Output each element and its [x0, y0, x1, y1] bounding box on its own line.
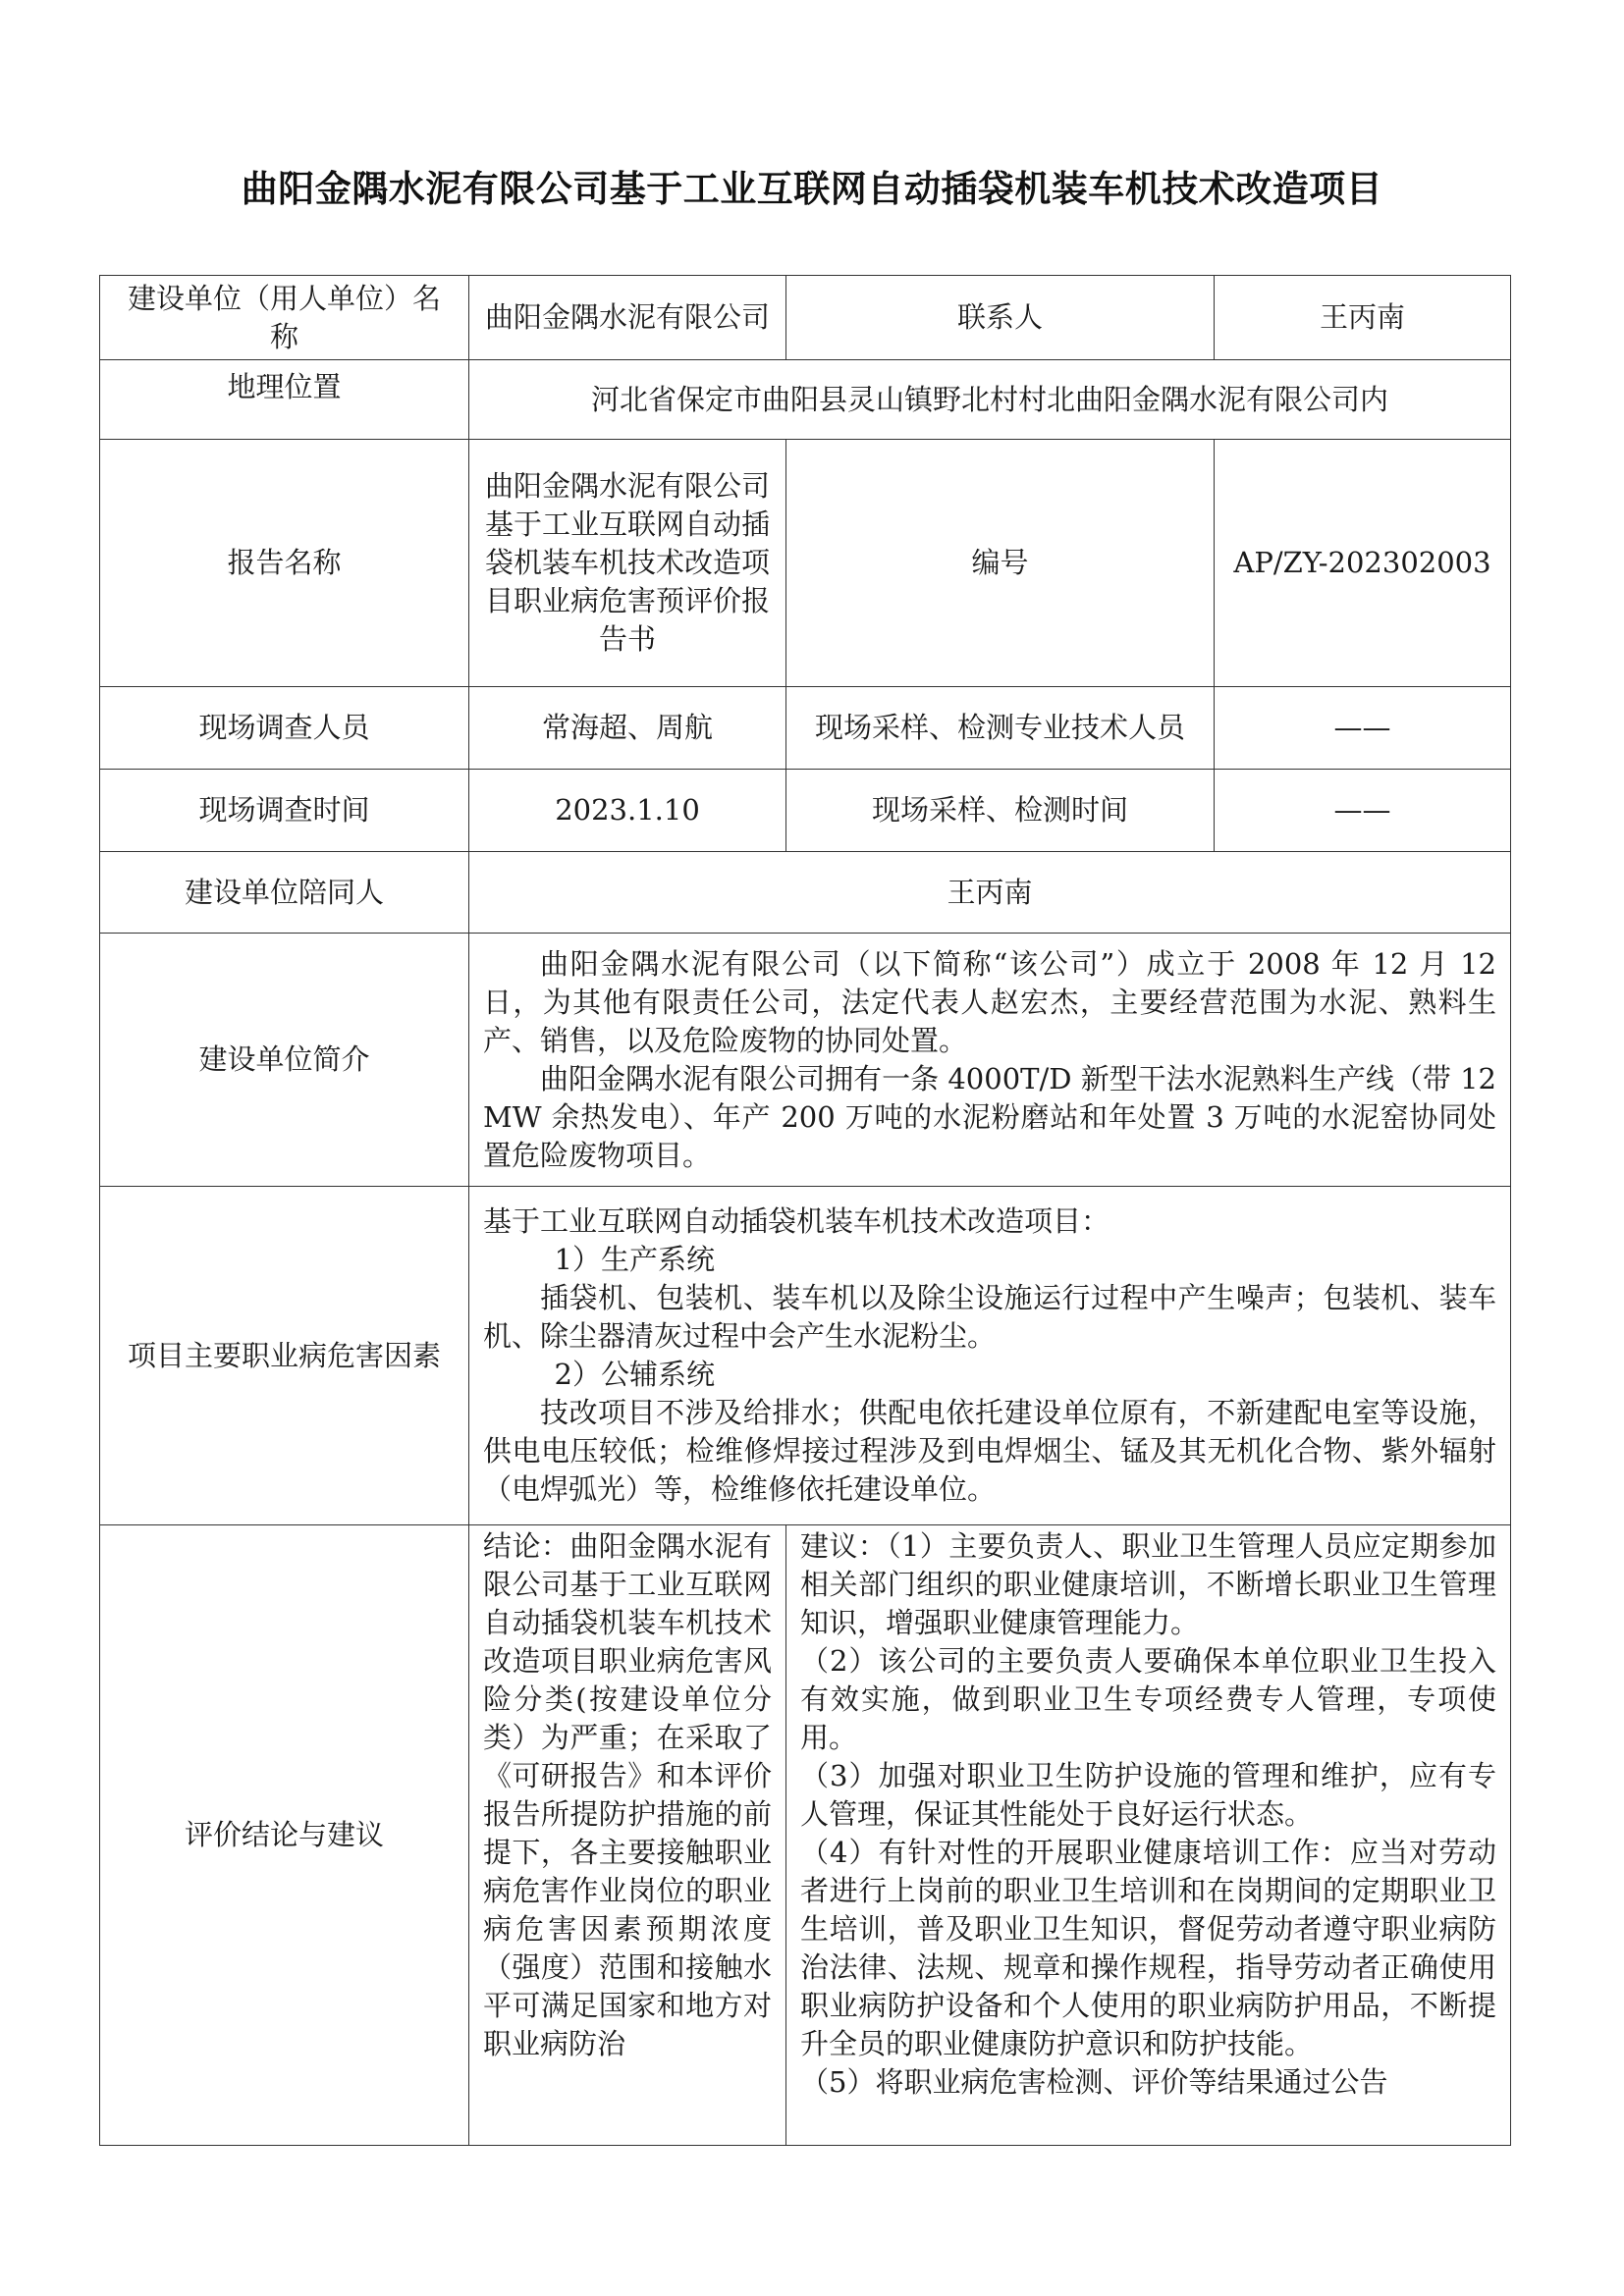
- profile-paragraph: 曲阳金隅水泥有限公司（以下简称“该公司”）成立于 2008 年 12 月 12 日，为其他有限责任公司，法定代表人赵宏杰，主要经营范围为水泥、熟料生产、销售，以及危险废物的协同处置。: [483, 946, 1496, 1057]
- survey-time-label: 现场调查时间: [100, 770, 469, 852]
- location-value: 河北省保定市曲阳县灵山镇野北村村北曲阳金隅水泥有限公司内: [469, 360, 1511, 440]
- profile-label: 建设单位简介: [100, 934, 469, 1187]
- hazards-label: 项目主要职业病危害因素: [100, 1187, 469, 1525]
- table-row: [100, 687, 1511, 770]
- investigators-value: 常海超、周航: [469, 687, 786, 770]
- escort-label: 建设单位陪同人: [100, 852, 469, 934]
- escort-value: 王丙南: [469, 852, 1511, 934]
- sampling-time-value: ——: [1215, 770, 1511, 852]
- project-info-table: [99, 275, 1511, 2146]
- table-row: [100, 852, 1511, 934]
- hazards-heading: 1）生产系统: [554, 1243, 715, 1276]
- contact-label: 联系人: [786, 276, 1215, 360]
- conclusion-label: 评价结论与建议: [100, 1525, 469, 2146]
- hazards-text: 插袋机、包装机、装车机以及除尘设施运行过程中产生噪声；包装机、装车机、除尘器清灰过程中会产生水泥粉尘。: [483, 1281, 1496, 1353]
- number-value: AP/ZY-202302003: [1215, 440, 1511, 687]
- table-row: [100, 276, 1511, 360]
- investigators-label: 现场调查人员: [100, 687, 469, 770]
- hazards-cell: [469, 1187, 1511, 1525]
- table-row: [100, 1187, 1511, 1525]
- table-row: [100, 934, 1511, 1187]
- suggestion-item: （5）将职业病危害检测、评价等结果通过公告: [800, 2065, 1388, 2099]
- profile-paragraph: 曲阳金隅水泥有限公司拥有一条 4000T/D 新型干法水泥熟料生产线（带 12MW 余热发电）、年产 200 万吨的水泥粉磨站和年处置 3 万吨的水泥窑协同处置危险废物项目。: [483, 1061, 1496, 1172]
- survey-time-value: 2023.1.10: [469, 770, 786, 852]
- table-row: [100, 770, 1511, 852]
- page-title: 曲阳金隅水泥有限公司基于工业互联网自动插袋机装车机技术改造项目: [241, 168, 1383, 210]
- hazards-intro: 基于工业互联网自动插袋机装车机技术改造项目：: [483, 1204, 1110, 1238]
- table-row: [100, 360, 1511, 440]
- sampling-staff-value: ——: [1215, 687, 1511, 770]
- contact-value: 王丙南: [1215, 276, 1511, 360]
- conclusion-text: 结论：曲阳金隅水泥有限公司基于工业互联网自动插袋机装车机技术改造项目职业病危害风险分类(按建设单位分类）为严重；在采取了《可研报告》和本评价报告所提防护措施的前提下，各主要接触职业病危害作业岗位的职业病危害因素预期浓度（强度）范围和接触水平可满足国家和地方对职业病防治: [469, 1525, 786, 2146]
- number-label: 编号: [786, 440, 1215, 687]
- sampling-staff-label: 现场采样、检测专业技术人员: [786, 687, 1215, 770]
- report-label: 报告名称: [100, 440, 469, 687]
- table-row: [100, 440, 1511, 687]
- unit-label: 建设单位（用人单位）名称: [100, 276, 469, 360]
- hazards-text: 技改项目不涉及给排水；供配电依托建设单位原有，不新建配电室等设施，供电电压较低；检维修焊接过程涉及到电焊烟尘、锰及其无机化合物、紫外辐射（电焊弧光）等，检维修依托建设单位。: [483, 1396, 1496, 1506]
- profile-cell: [469, 934, 1511, 1187]
- suggestion-item: （4）有针对性的开展职业健康培训工作：应当对劳动者进行上岗前的职业卫生培训和在岗期间的定期职业卫生培训，普及职业卫生知识，督促劳动者遵守职业病防治法律、法规、规章和操作规程，指导劳动者正确使用职业病防护设备和个人使用的职业病防护用品，不断提升全员的职业健康防护意识和防护技能。: [800, 1836, 1496, 2060]
- sampling-time-label: 现场采样、检测时间: [786, 770, 1215, 852]
- suggestions-cell: [786, 1525, 1511, 2146]
- suggestion-item: （2）该公司的主要负责人要确保本单位职业卫生投入有效实施，做到职业卫生专项经费专人管理，专项使用。: [800, 1644, 1496, 1754]
- hazards-heading: 2）公辅系统: [554, 1358, 715, 1391]
- unit-value: 曲阳金隅水泥有限公司: [469, 276, 786, 360]
- location-label: 地理位置: [100, 360, 469, 440]
- suggestion-item: （3）加强对职业卫生防护设施的管理和维护，应有专人管理，保证其性能处于良好运行状态。: [800, 1759, 1496, 1831]
- suggestion-item: 建议：（1）主要负责人、职业卫生管理人员应定期参加相关部门组织的职业健康培训，不断增长职业卫生管理知识，增强职业健康管理能力。: [800, 1529, 1496, 1639]
- table-row: [100, 1525, 1511, 2146]
- report-value: 曲阳金隅水泥有限公司基于工业互联网自动插袋机装车机技术改造项目职业病危害预评价报告书: [469, 440, 786, 687]
